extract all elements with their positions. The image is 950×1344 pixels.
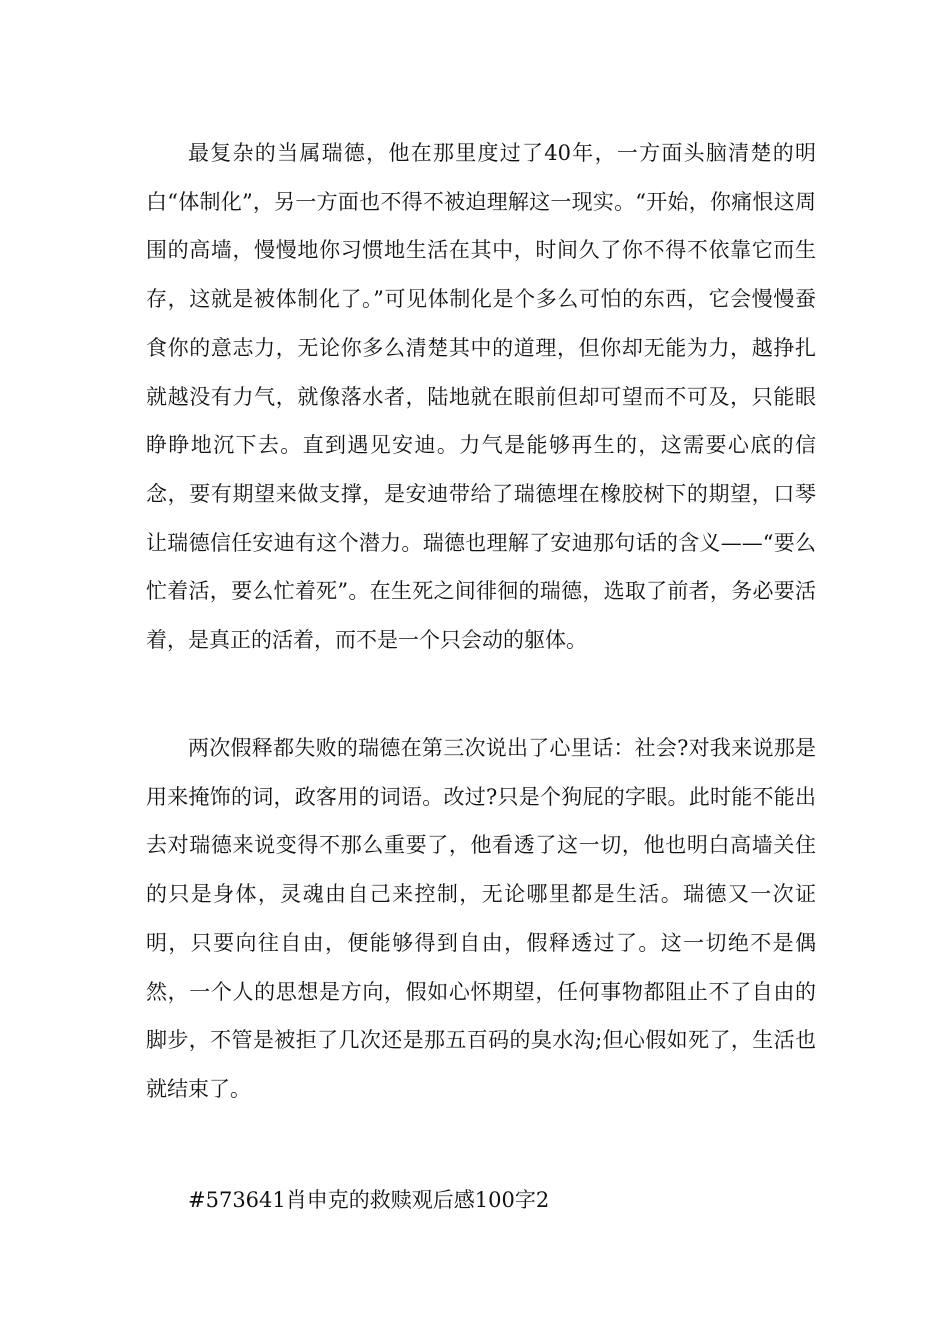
section-heading: #573641肖申克的救赎观后感100字2 xyxy=(188,1188,550,1212)
body-paragraph-1: 最复杂的当属瑞德，他在那里度过了40年，一方面头脑清楚的明白“体制化”，另一方面也不得不被迫理解这一现实。“开始，你痛恨这周围的高墙，慢慢地你习惯地生活在其中，时间久了你不得不依靠它而生存，这就是被体制化了。”可见体制化是个多么可怕的东西，它会慢慢蚕食你的意志力，无论你多么清楚其中的道理，但你却无能为力，越挣扎就越没有力气，就像落水者，陆地就在眼前但却可望而不可及，只能眼睁睁地沉下去。直到遇见安迪。力气是能够再生的，这需要心底的信念，要有期望来做支撑，是安迪带给了瑞德埋在橡胶树下的期望，口琴让瑞德信任安迪有这个潜力。瑞德也理解了安迪那句话的含义——“要么忙着活，要么忙着死”。在生死之间徘徊的瑞德，选取了前者，务必要活着，是真正的活着，而不是一个只会动的躯体。 xyxy=(146,141,816,653)
body-paragraph-2: 两次假释都失败的瑞德在第三次说出了心里话：社会?对我来说那是用来掩饰的词，政客用的词语。改过?只是个狗屁的字眼。此时能不能出去对瑞德来说变得不那么重要了，他看透了这一切，他也明白高墙关住的只是身体，灵魂由自己来控制，无论哪里都是生活。瑞德又一次证明，只要向往自由，便能够得到自由，假释透过了。这一切绝不是偶然，一个人的思想是方向，假如心怀期望，任何事物都阻止不了自由的脚步，不管是被拒了几次还是那五百码的臭水沟;但心假如死了，生活也就结束了。 xyxy=(146,736,816,1101)
